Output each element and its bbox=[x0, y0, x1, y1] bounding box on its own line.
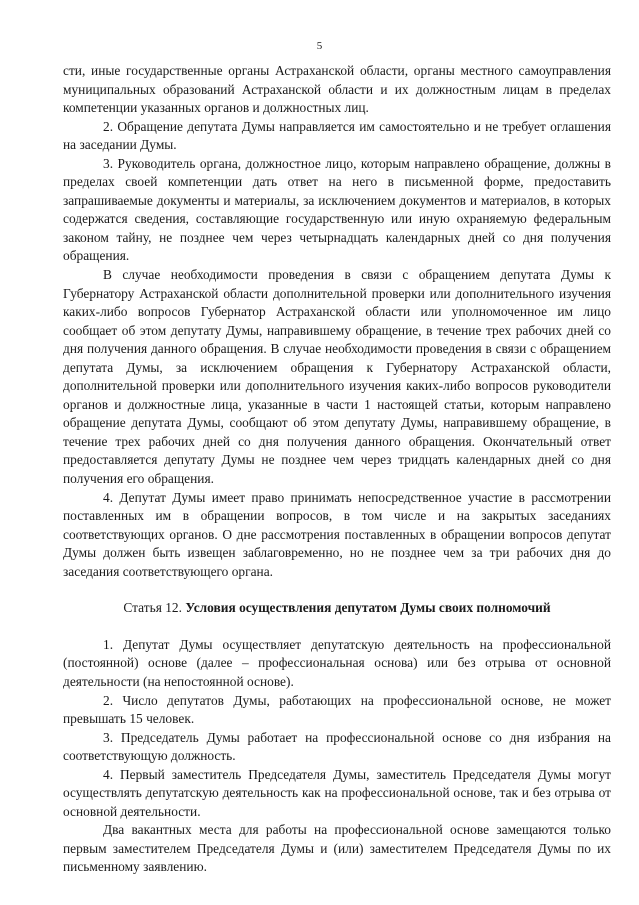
article-paragraph-2: 2. Число депутатов Думы, работающих на профессиональной основе, не может превышать 15 человек. bbox=[63, 692, 611, 727]
document-text bbox=[63, 62, 611, 877]
article-title: Условия осуществления депутатом Думы своих полномочий bbox=[185, 600, 551, 616]
paragraph-continuation: сти, иные государственные органы Астраханской области, органы местного самоуправления муниципальных образований Астраханской области и их должностным лицам в пределах компетенции указанных органов и должностных лиц. bbox=[63, 63, 611, 116]
paragraph-additional-check: В случае необходимости проведения в связи с обращением депутата Думы к Губернатору Астраханской области дополнительной проверки или дополнительного изучения каких-либо вопросов Губернатор Астраханской области или уполномоченное им лицо сообщает об этом депутату Думы, направившему обращение, в течение трех рабочих дней со дня получения данного обращения. В случае необходимости проведения в связи с обращением депутата Думы, за исключением обращения к Губернатору Астраханской области, дополнительной проверки или дополнительного изучения каких-либо вопросов руководители органов и должностные лица, указанные в части 1 настоящей статьи, которым направлено обращение депутата Думы, сообщают об этом депутату Думы, направившему обращение, в течение трех рабочих дней со дня получения данного обращения. Окончательный ответ предоставляется депутату Думы не позднее чем через тридцать календарных дней со дня получения его обращения. bbox=[63, 267, 611, 487]
paragraph-part-3: 3. Руководитель органа, должностное лицо, которым направлено обращение, должны в пределах своей компетенции дать ответ на него в письменной форме, предоставить запрашиваемые документы и материалы, за исключением документов и материалов, в которых содержатся сведения, составляющие государственную или иную охраняемую федеральным законом тайну, не позднее чем через четырнадцать календарных дней со дня получения обращения. bbox=[63, 155, 611, 264]
paragraph-part-4: 4. Депутат Думы имеет право принимать непосредственное участие в рассмотрении поставленных им в обращении вопросов, в том числе и на закрытых заседаниях соответствующих органов. О дне рассмотрения поставленных в обращении вопросов депутат Думы должен быть извещен заблаговременно, но не позднее чем за три рабочих дня до заседания соответствующего органа. bbox=[63, 489, 611, 579]
article-heading bbox=[63, 599, 611, 618]
article-label: Статья 12. bbox=[123, 600, 182, 616]
article-paragraph-3: 3. Председатель Думы работает на профессиональной основе со дня избрания на соответствующую должность. bbox=[63, 729, 611, 764]
paragraph-part-2: 2. Обращение депутата Думы направляется им самостоятельно и не требует оглашения на заседании Думы. bbox=[63, 118, 611, 153]
article-paragraph-4: 4. Первый заместитель Председателя Думы, заместитель Председателя Думы могут осуществлять депутатскую деятельность как на профессиональной основе, так и без отрыва от основной деятельности. bbox=[63, 766, 611, 819]
page-number: 5 bbox=[316, 40, 323, 52]
article-paragraph-1: 1. Депутат Думы осуществляет депутатскую деятельность на профессиональной (постоянной) основе (далее – профессиональная основа) или без отрыва от основной деятельности (на непостоянной основе). bbox=[63, 636, 611, 689]
article-paragraph-vacancies: Два вакантных места для работы на профессиональной основе замещаются только первым заместителем Председателя Думы и (или) заместителем Председателя Думы по их письменному заявлению. bbox=[63, 822, 611, 875]
